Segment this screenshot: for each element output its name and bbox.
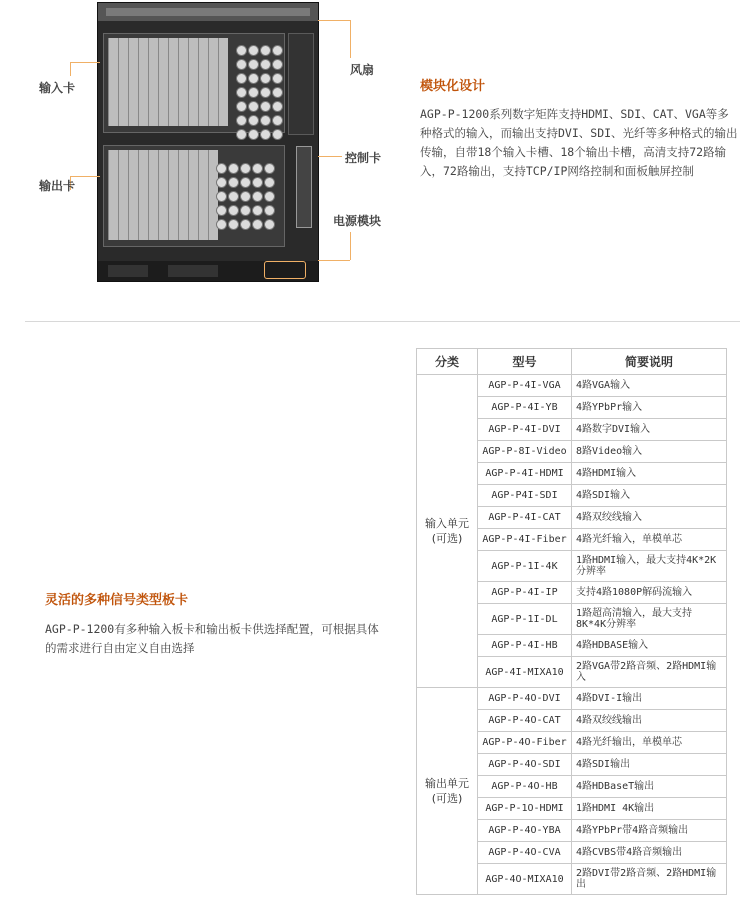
bnc-connector bbox=[236, 45, 247, 56]
card-slot bbox=[158, 150, 168, 240]
model-cell: AGP-P-4I-YB bbox=[478, 397, 572, 419]
bnc-connector bbox=[272, 101, 283, 112]
bnc-connector bbox=[236, 129, 247, 140]
table-body bbox=[417, 375, 727, 895]
bnc-connector bbox=[236, 101, 247, 112]
label-output-card: 输出卡 bbox=[39, 179, 76, 193]
description-cell: 4路YPbPr带4路音频输出 bbox=[572, 820, 727, 842]
callout-line-fan bbox=[350, 20, 352, 58]
bnc-connector bbox=[248, 101, 259, 112]
bnc-connector bbox=[236, 115, 247, 126]
bnc-connector bbox=[236, 87, 247, 98]
chassis-bottom-panel bbox=[98, 261, 318, 281]
bnc-connector bbox=[272, 45, 283, 56]
bnc-connector bbox=[260, 115, 271, 126]
control-card-module bbox=[296, 146, 312, 228]
category-label: 输出单元 bbox=[425, 777, 469, 790]
model-cell: AGP-P-1O-HDMI bbox=[478, 798, 572, 820]
modular-design-text: AGP-P-1200系列数字矩阵支持HDMI、SDI、CAT、VGA等多种格式的输入，而输出支持DVI、SDI、光纤等多种格式的输出传输，自带18个输入卡槽、18个输出卡槽，高清支持72路输入，72路输出，支持TCP/IP网络控制和面板触屏控制 bbox=[420, 107, 738, 178]
table-row bbox=[417, 688, 727, 710]
bnc-connector bbox=[248, 115, 259, 126]
bnc-connector bbox=[264, 163, 275, 174]
bnc-connector bbox=[240, 191, 251, 202]
card-slot bbox=[118, 150, 128, 240]
bnc-connector bbox=[260, 59, 271, 70]
bnc-connector bbox=[236, 59, 247, 70]
bnc-connector bbox=[216, 177, 227, 188]
bottom-vent bbox=[168, 265, 218, 277]
category-optional-note: (可选) bbox=[431, 532, 463, 545]
model-cell: AGP-P-4O-HB bbox=[478, 776, 572, 798]
category-label: 输入单元 bbox=[425, 517, 469, 530]
model-cell: AGP-P-4I-DVI bbox=[478, 419, 572, 441]
description-cell: 4路SDI输入 bbox=[572, 485, 727, 507]
description-cell: 1路超高清输入，最大支持8K*4K分辨率 bbox=[572, 604, 727, 635]
table-row bbox=[417, 375, 727, 397]
card-slot bbox=[208, 38, 218, 126]
model-cell: AGP-P4I-SDI bbox=[478, 485, 572, 507]
model-cell: AGP-P-4I-Fiber bbox=[478, 529, 572, 551]
model-cell: AGP-P-1I-4K bbox=[478, 551, 572, 582]
model-cell: AGP-P-4I-HDMI bbox=[478, 463, 572, 485]
card-slot bbox=[128, 150, 138, 240]
bnc-connector bbox=[248, 45, 259, 56]
callout-line-power bbox=[350, 232, 352, 260]
bnc-connector bbox=[248, 73, 259, 84]
bnc-connector bbox=[260, 45, 271, 56]
description-cell: 4路SDI输出 bbox=[572, 754, 727, 776]
description-cell: 1路HDMI 4K输出 bbox=[572, 798, 727, 820]
card-slot bbox=[108, 38, 118, 126]
description-cell: 4路数字DVI输入 bbox=[572, 419, 727, 441]
bnc-connector bbox=[264, 219, 275, 230]
bnc-connector bbox=[252, 205, 263, 216]
bnc-connector bbox=[240, 219, 251, 230]
category-cell bbox=[417, 375, 478, 688]
bnc-connector bbox=[228, 219, 239, 230]
flexible-cards-text: AGP-P-1200有多种输入板卡和输出板卡供选择配置，可根据具体的需求进行自由定义自由选择 bbox=[45, 622, 379, 655]
bnc-connector bbox=[260, 73, 271, 84]
card-slot bbox=[128, 38, 138, 126]
card-slot bbox=[118, 38, 128, 126]
model-cell: AGP-4O-MIXA10 bbox=[478, 864, 572, 895]
model-cell: AGP-P-4O-YBA bbox=[478, 820, 572, 842]
model-cell: AGP-P-4I-CAT bbox=[478, 507, 572, 529]
bnc-connector bbox=[252, 177, 263, 188]
bnc-connector bbox=[264, 177, 275, 188]
card-slot bbox=[188, 38, 198, 126]
model-cell: AGP-P-1I-DL bbox=[478, 604, 572, 635]
description-cell: 4路光纤输入，单模单芯 bbox=[572, 529, 727, 551]
bnc-connector bbox=[252, 191, 263, 202]
matrix-chassis-image bbox=[97, 2, 319, 282]
bnc-connector bbox=[240, 163, 251, 174]
bnc-connector bbox=[216, 163, 227, 174]
card-slot bbox=[188, 150, 198, 240]
model-cell: AGP-P-4O-CVA bbox=[478, 842, 572, 864]
bnc-connector bbox=[216, 219, 227, 230]
callout-line-power bbox=[318, 260, 350, 262]
model-cell: AGP-P-4I-IP bbox=[478, 582, 572, 604]
bnc-connector bbox=[260, 87, 271, 98]
output-bnc-connectors bbox=[216, 163, 273, 230]
model-cell: AGP-4I-MIXA10 bbox=[478, 657, 572, 688]
category-optional-note: (可选) bbox=[431, 792, 463, 805]
card-slot bbox=[138, 38, 148, 126]
description-cell: 4路HDBaseT输出 bbox=[572, 776, 727, 798]
section-divider bbox=[25, 321, 740, 322]
model-cell: AGP-P-4O-SDI bbox=[478, 754, 572, 776]
bnc-connector bbox=[216, 191, 227, 202]
model-cell: AGP-P-4I-HB bbox=[478, 635, 572, 657]
card-spec-table bbox=[416, 348, 727, 895]
description-cell: 4路CVBS带4路音频输出 bbox=[572, 842, 727, 864]
card-slot bbox=[108, 150, 118, 240]
description-cell: 1路HDMI输入，最大支持4K*2K分辨率 bbox=[572, 551, 727, 582]
label-input-card: 输入卡 bbox=[39, 81, 76, 95]
flexible-cards-title: 灵活的多种信号类型板卡 bbox=[45, 593, 189, 608]
label-power-module: 电源模块 bbox=[333, 214, 382, 228]
card-slot bbox=[168, 38, 178, 126]
card-slot bbox=[178, 38, 188, 126]
chassis-top-panel bbox=[98, 3, 318, 21]
header-model: 型号 bbox=[478, 349, 572, 375]
input-bnc-connectors bbox=[236, 45, 281, 140]
label-fan: 风扇 bbox=[350, 63, 375, 77]
bnc-connector bbox=[272, 87, 283, 98]
bnc-connector bbox=[248, 59, 259, 70]
modular-design-title: 模块化设计 bbox=[420, 79, 486, 94]
model-cell: AGP-P-4O-DVI bbox=[478, 688, 572, 710]
bnc-connector bbox=[264, 191, 275, 202]
bnc-connector bbox=[228, 205, 239, 216]
description-cell: 2路DVI带2路音频、2路HDMI输出 bbox=[572, 864, 727, 895]
bnc-connector bbox=[260, 129, 271, 140]
description-cell: 4路双绞线输入 bbox=[572, 507, 727, 529]
description-cell: 4路YPbPr输入 bbox=[572, 397, 727, 419]
description-cell: 4路HDMI输入 bbox=[572, 463, 727, 485]
bnc-connector bbox=[264, 205, 275, 216]
card-slot bbox=[178, 150, 188, 240]
bnc-connector bbox=[228, 191, 239, 202]
card-slot bbox=[198, 38, 208, 126]
bnc-connector bbox=[240, 205, 251, 216]
description-cell: 支持4路1080P解码流输入 bbox=[572, 582, 727, 604]
callout-line-input bbox=[70, 62, 72, 76]
description-cell: 4路DVI-I输出 bbox=[572, 688, 727, 710]
category-cell bbox=[417, 688, 478, 895]
card-slot bbox=[158, 38, 168, 126]
card-slot bbox=[198, 150, 208, 240]
bottom-vent bbox=[108, 265, 148, 277]
model-cell: AGP-P-4O-Fiber bbox=[478, 732, 572, 754]
callout-line-fan bbox=[318, 20, 350, 22]
table-header-row bbox=[417, 349, 727, 375]
model-cell: AGP-P-4O-CAT bbox=[478, 710, 572, 732]
description-cell: 4路HDBASE输入 bbox=[572, 635, 727, 657]
description-cell: 8路Video输入 bbox=[572, 441, 727, 463]
bnc-connector bbox=[272, 73, 283, 84]
bnc-connector bbox=[240, 177, 251, 188]
model-cell: AGP-P-8I-Video bbox=[478, 441, 572, 463]
card-slot bbox=[148, 150, 158, 240]
bnc-connector bbox=[248, 87, 259, 98]
card-slot bbox=[218, 38, 228, 126]
card-slot bbox=[138, 150, 148, 240]
card-slot bbox=[168, 150, 178, 240]
bnc-connector bbox=[252, 163, 263, 174]
bnc-connector bbox=[260, 101, 271, 112]
bnc-connector bbox=[228, 163, 239, 174]
callout-line-input bbox=[70, 62, 100, 64]
label-control-card: 控制卡 bbox=[345, 151, 382, 165]
power-module-outline bbox=[264, 261, 306, 279]
fan-module bbox=[288, 33, 314, 135]
card-slot bbox=[148, 38, 158, 126]
bnc-connector bbox=[248, 129, 259, 140]
bnc-connector bbox=[216, 205, 227, 216]
bnc-connector bbox=[228, 177, 239, 188]
header-description: 简要说明 bbox=[572, 349, 727, 375]
bnc-connector bbox=[272, 115, 283, 126]
description-cell: 4路双绞线输出 bbox=[572, 710, 727, 732]
header-category: 分类 bbox=[417, 349, 478, 375]
callout-line-control bbox=[318, 156, 342, 158]
description-cell: 4路VGA输入 bbox=[572, 375, 727, 397]
chassis-top-bar bbox=[106, 8, 310, 16]
bnc-connector bbox=[236, 73, 247, 84]
description-cell: 4路光纤输出，单模单芯 bbox=[572, 732, 727, 754]
bnc-connector bbox=[272, 129, 283, 140]
bnc-connector bbox=[272, 59, 283, 70]
description-cell: 2路VGA带2路音频、2路HDMI输入 bbox=[572, 657, 727, 688]
bnc-connector bbox=[252, 219, 263, 230]
model-cell: AGP-P-4I-VGA bbox=[478, 375, 572, 397]
